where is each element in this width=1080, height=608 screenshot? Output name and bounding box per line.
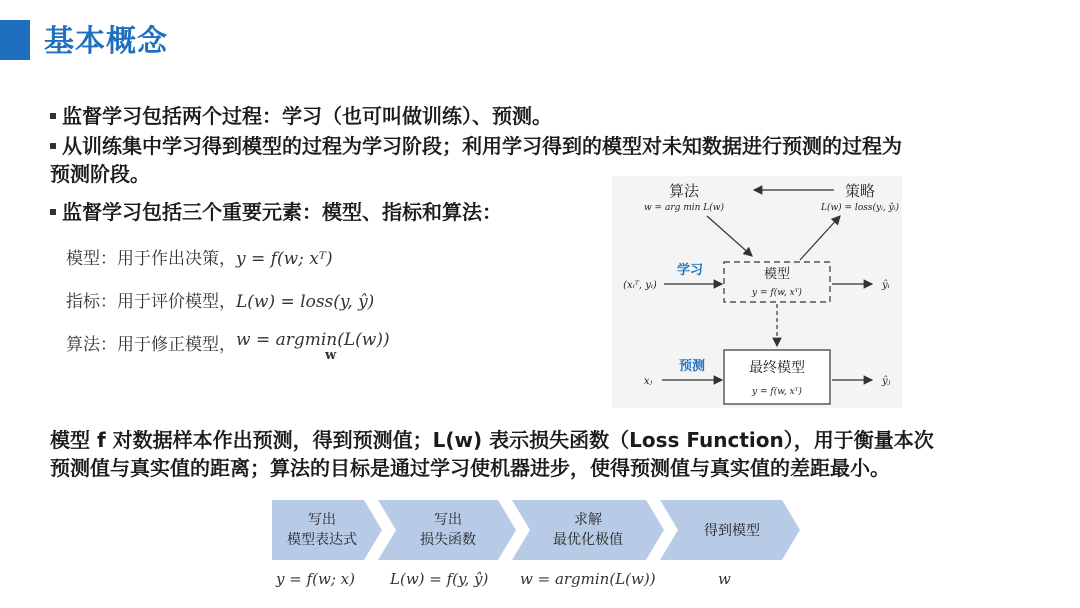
- bullet-2: 从训练集中学习得到模型的过程为学习阶段；利用学习得到的模型对未知数据进行预测的过程为: [50, 132, 902, 160]
- flow-formula-1: y = f(w; x): [276, 570, 355, 588]
- title-accent-bar: [0, 20, 30, 60]
- flow-step-2: [378, 500, 516, 560]
- flow-step-3: [512, 500, 664, 560]
- bullet-1: 监督学习包括两个过程：学习（也可叫做训练）、预测。: [50, 102, 552, 130]
- flow-formula-3: w = argmin(L(w)): [520, 570, 656, 588]
- flow-step-1-line1: 写出: [308, 512, 336, 528]
- diagram-model-formula: y = f(w, xᵀ): [752, 288, 802, 298]
- supervised-learning-diagram: [612, 176, 902, 408]
- diagram-algorithm-formula: w = arg min L(w): [643, 203, 725, 213]
- diagram-algorithm-title: 算法: [668, 182, 700, 200]
- flow-step-3-line2: 最优化极值: [553, 532, 623, 548]
- element-model: 模型：用于作出决策，y = f(w; xᵀ): [66, 249, 333, 269]
- flow-formula-2: L(w) = f(y, ŷ): [390, 570, 489, 588]
- bullet-dot-icon: [50, 113, 56, 119]
- process-flow: [272, 500, 802, 560]
- diagram-learn-input: (xᵢᵀ, yᵢ): [623, 280, 657, 291]
- diagram-final-formula: y = f(w, xᵀ): [752, 387, 802, 397]
- flow-step-1: [272, 500, 382, 560]
- diagram-predict-label: 预测: [678, 359, 706, 374]
- flow-step-2-line2: 损失函数: [420, 532, 476, 548]
- flow-step-2-line1: 写出: [434, 512, 462, 528]
- bullet-dot-icon: [50, 209, 56, 215]
- flow-formula-4: w: [718, 570, 731, 588]
- diagram-strategy-formula: L(w) = loss(yᵢ, ŷᵢ): [820, 203, 900, 213]
- bullet-dot-icon: [50, 143, 56, 149]
- page-title: 基本概念: [44, 24, 168, 59]
- diagram-strategy-title: 策略: [844, 182, 876, 200]
- diagram-learn-output: ŷᵢ: [882, 280, 890, 291]
- diagram-predict-output: ŷⱼ: [882, 376, 891, 387]
- bullet-2-continued: 预测阶段。: [50, 162, 150, 186]
- flow-step-3-line1: 求解: [574, 512, 602, 528]
- summary-line-2: 预测值与真实值的距离；算法的目标是通过学习使机器进步，使得预测值与真实值的差距最小。: [50, 456, 890, 480]
- diagram-final-title: 最终模型: [749, 360, 805, 376]
- diagram-learn-label: 学习: [676, 263, 704, 278]
- argmin-subscript: w: [325, 348, 337, 363]
- diagram-model-title: 模型: [763, 267, 791, 282]
- summary-line-1: 模型 f 对数据样本作出预测，得到预测值；L(w) 表示损失函数（Loss Function），用于衡量本次: [50, 428, 934, 452]
- bullet-3: 监督学习包括三个重要元素：模型、指标和算法：: [50, 198, 502, 226]
- element-metric: 指标：用于评价模型，L(w) = loss(y, ŷ): [66, 292, 375, 312]
- flow-step-4-line1: 得到模型: [704, 523, 760, 539]
- flow-step-1-line2: 模型表达式: [287, 532, 357, 548]
- diagram-predict-input: xⱼ: [643, 376, 653, 387]
- element-algorithm: 算法：用于修正模型，w = argmin(L(w)): [66, 330, 390, 355]
